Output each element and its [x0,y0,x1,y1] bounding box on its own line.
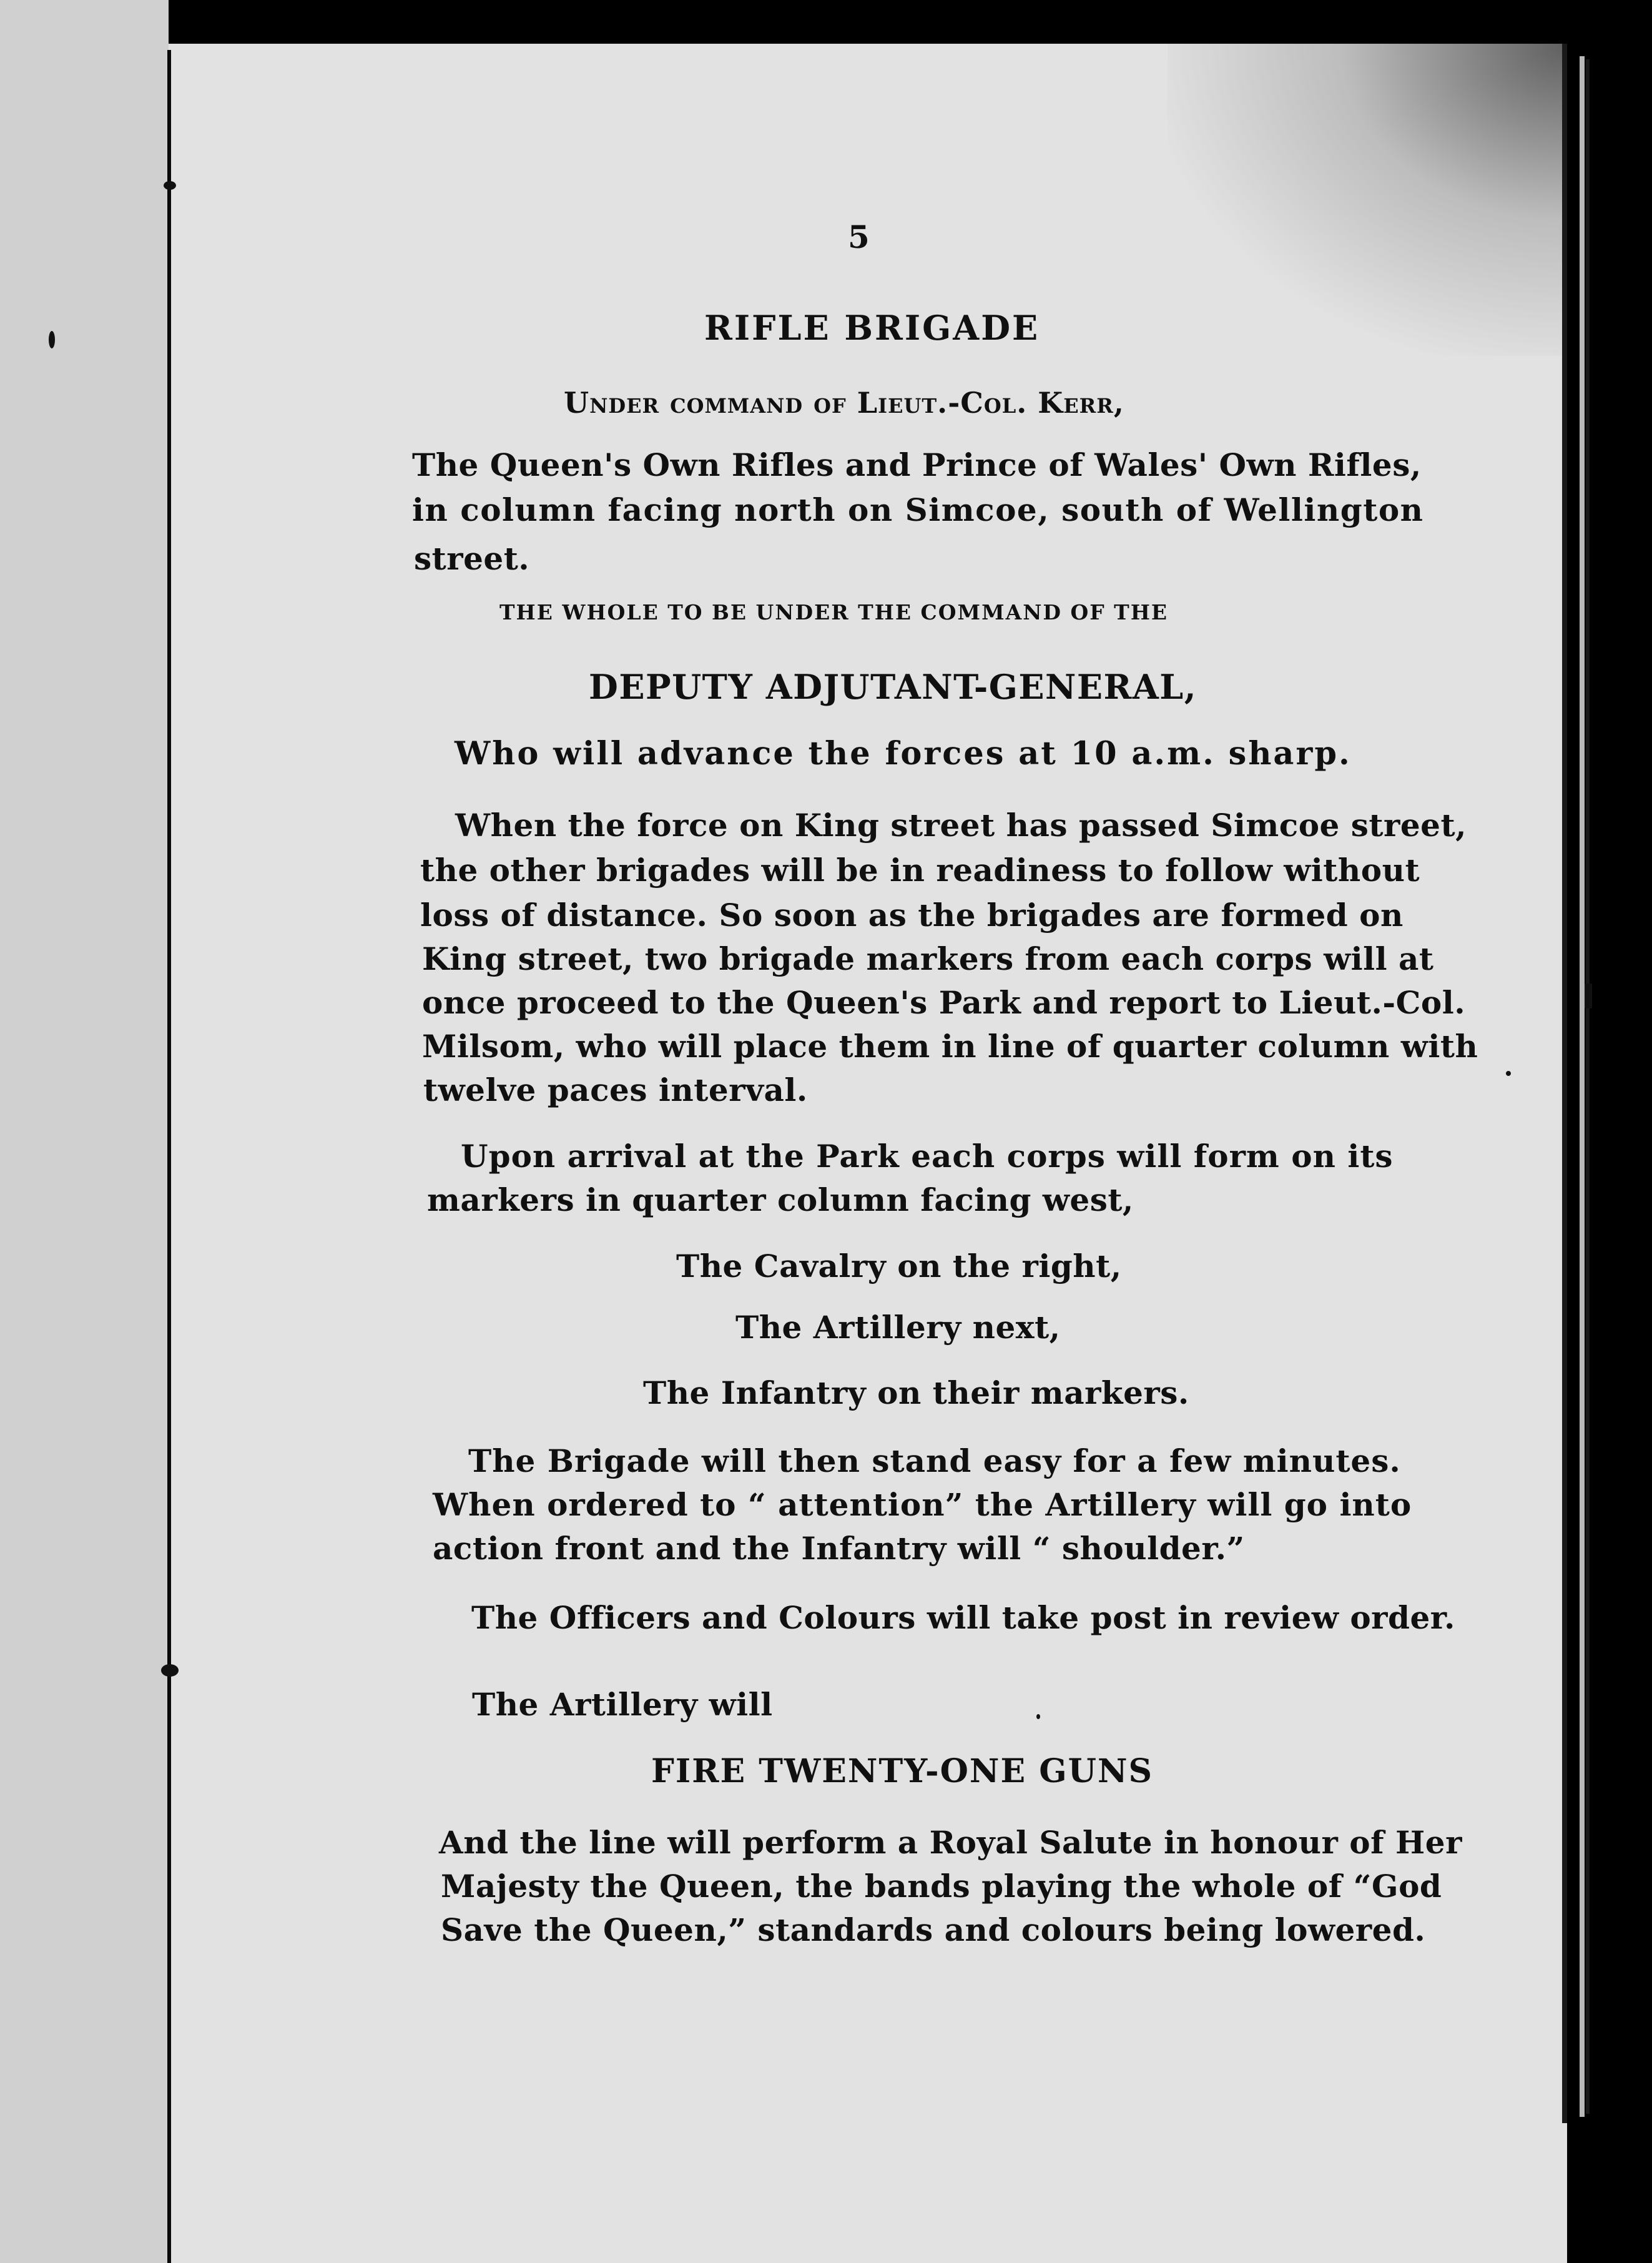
facing-page-edge [0,0,169,2263]
paragraph-line: The Queen's Own Rifles and Prince of Wales' Own Rifles, [412,446,1422,483]
paragraph-line: The Brigade will then stand easy for a few minutes. [468,1442,1401,1479]
page-edge [1562,44,1567,2123]
page-edge [1580,56,1585,2117]
paragraph-line: the other brigades will be in readiness to follow without [420,852,1420,889]
scan-speck [49,331,55,348]
scan-speck [1036,1714,1040,1719]
scan-speck [164,181,176,190]
paragraph-line: Upon arrival at the Park each corps will form on its [461,1138,1394,1175]
centered-line: The Cavalry on the right, [676,1248,1122,1284]
centered-line: The Artillery next, [735,1309,1061,1346]
centered-line: The Infantry on their markers. [643,1374,1189,1411]
page-edge [1586,59,1590,2114]
paragraph-line: Milsom, who will place them in line of quarter column with [422,1028,1478,1065]
paragraph-line: loss of distance. So soon as the brigades are formed on [420,897,1404,934]
scan-speck [161,1664,179,1677]
paragraph-line: Who will advance the forces at 10 a.m. sharp. [455,735,1352,772]
scan-speck [1506,1071,1511,1076]
paragraph-line: in column facing north on Simcoe, south of Wellington [412,491,1424,528]
paragraph-line: twelve paces interval. [423,1072,808,1108]
section-heading: RIFLE BRIGADE [704,308,1040,348]
paragraph-line: When ordered to “ attention” the Artillery will go into [433,1486,1412,1523]
paragraph-line: And the line will perform a Royal Salute in honour of Her [439,1824,1462,1861]
paragraph-line: markers in quarter column facing west, [427,1181,1134,1218]
command-subheading: THE WHOLE TO BE UNDER THE COMMAND OF THE [499,600,1169,624]
paragraph-line: street. [414,540,530,577]
page-shadow [1168,44,1567,356]
scan-speck [1585,984,1592,1008]
section-heading: DEPUTY ADJUTANT-GENERAL, [589,667,1197,707]
page-number: 5 [848,219,870,255]
paragraph-line: once proceed to the Queen's Park and report to Lieut.-Col. [422,984,1466,1021]
paragraph-line: The Officers and Colours will take post in review order. [471,1599,1455,1636]
paragraph-line: When the force on King street has passed Simcoe street, [455,807,1467,844]
binding-spine [167,50,171,2263]
paragraph-line: action front and the Infantry will “ shoulder.” [433,1530,1245,1567]
paragraph-line: Save the Queen,” standards and colours being lowered. [441,1911,1426,1948]
paragraph-line: The Artillery will [472,1686,773,1723]
paragraph-line: King street, two brigade markers from each corps will at [422,940,1434,977]
section-heading: FIRE TWENTY-ONE GUNS [651,1752,1154,1790]
command-line: Under command of Lieut.-Col. Kerr, [564,386,1124,420]
paragraph-line: Majesty the Queen, the bands playing the whole of “God [441,1868,1442,1905]
